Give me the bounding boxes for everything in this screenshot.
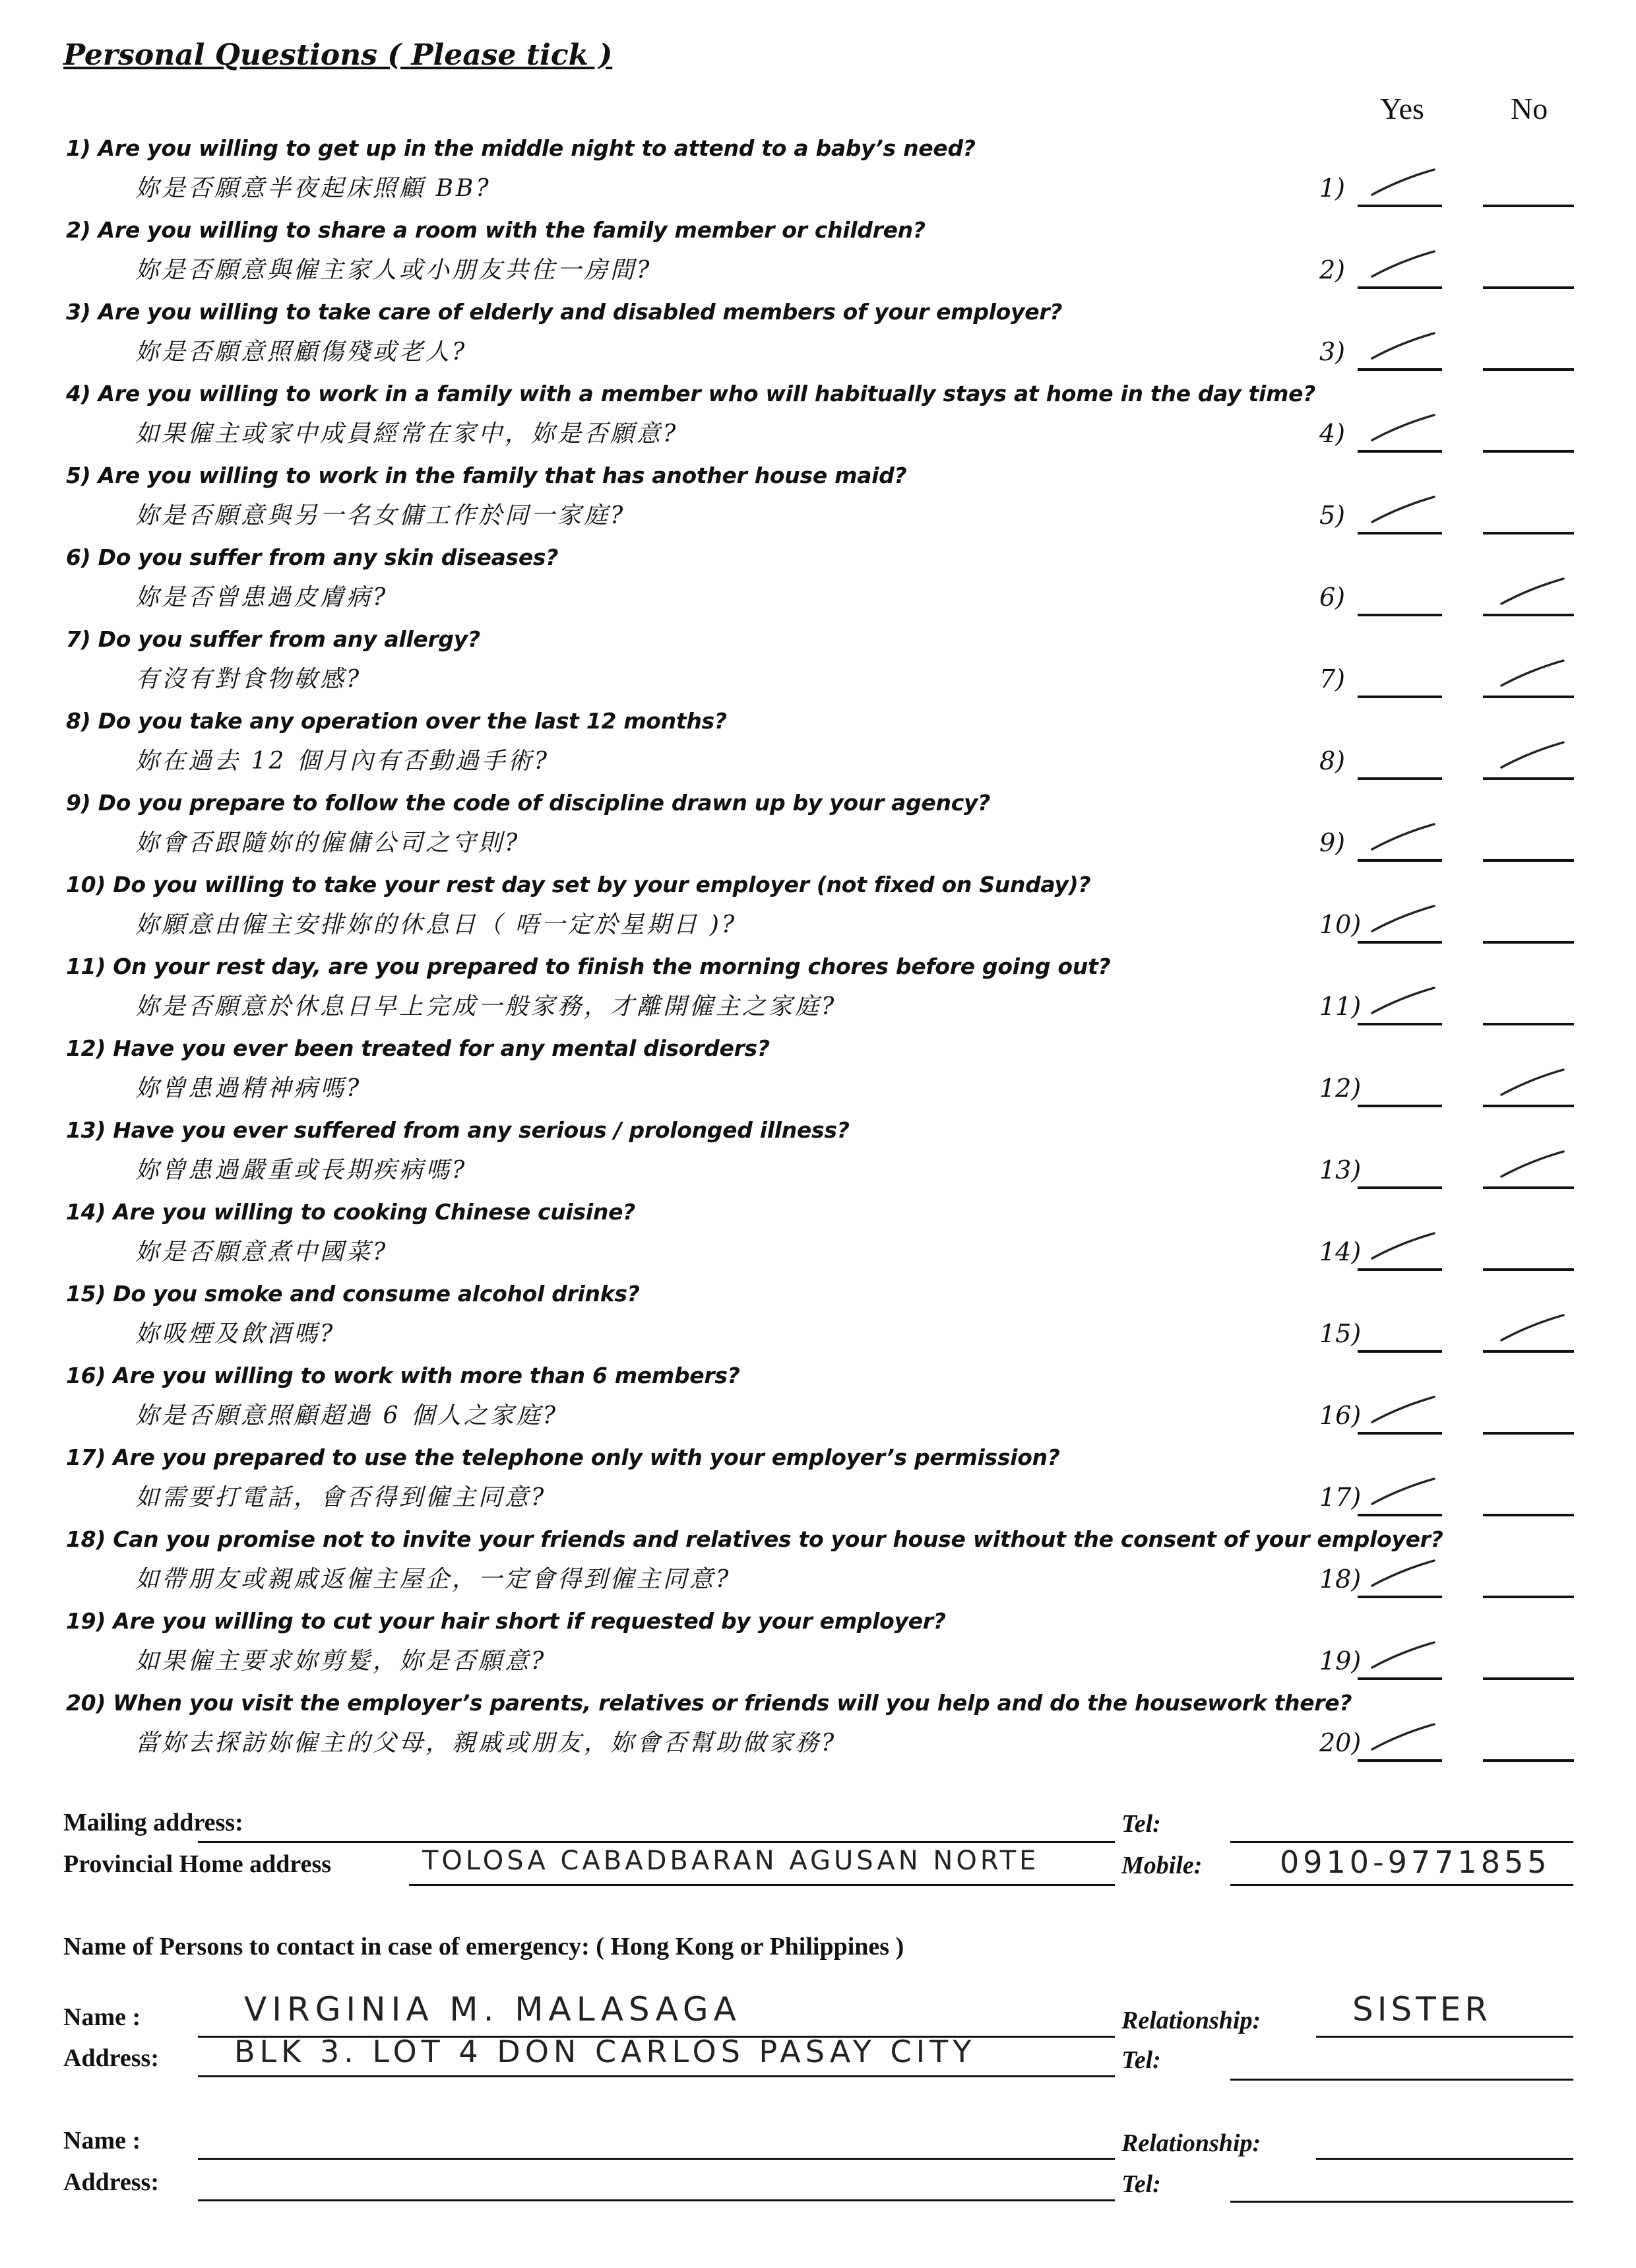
tel-line (1230, 1841, 1573, 1843)
question-row (0, 1526, 1636, 1609)
question-english: 13) Have you ever suffered from any serious / prolonged illness? (66, 1117, 850, 1143)
contact1-address-line (198, 2075, 1115, 2077)
question-number: 12) (1319, 1074, 1362, 1103)
question-row (0, 1199, 1636, 1281)
question-number: 17) (1319, 1483, 1362, 1512)
no-answer-line[interactable] (1483, 205, 1574, 207)
question-english: 19) Are you willing to cut your hair short if requested by your employer? (66, 1608, 946, 1634)
question-english: 17) Are you prepared to use the telephone only with your employer’s permission? (66, 1444, 1060, 1470)
yes-answer-line[interactable] (1358, 1350, 1442, 1353)
question-chinese: 妳會否跟隨妳的僱傭公司之守則? (135, 829, 520, 857)
provincial-address-line (409, 1884, 1115, 1886)
contact2-address-line (198, 2199, 1115, 2201)
contact2-tel-label: Tel: (1121, 2170, 1161, 2198)
tel-label: Tel: (1121, 1810, 1161, 1838)
question-chinese: 有沒有對食物敏感? (135, 666, 362, 693)
question-row (0, 463, 1636, 545)
no-answer-line[interactable] (1483, 859, 1574, 862)
no-answer-line[interactable] (1483, 696, 1574, 698)
no-answer-line[interactable] (1483, 286, 1574, 289)
yes-tick-mark (1367, 163, 1439, 203)
question-chinese: 妳在過去 12 個月內有否動過手術? (135, 748, 550, 775)
question-chinese: 妳是否願意與僱主家人或小朋友共住一房間? (135, 257, 652, 284)
yes-answer-line[interactable] (1358, 614, 1442, 616)
yes-tick-mark (1367, 245, 1439, 284)
question-english: 10) Do you willing to take your rest day set by your employer (not fixed on Sunday)? (66, 872, 1091, 897)
provincial-address-value[interactable]: TOLOSA CABADBARAN AGUSAN NORTE (422, 1846, 1040, 1876)
yes-answer-line[interactable] (1358, 1596, 1442, 1598)
yes-tick-mark (1367, 1636, 1439, 1675)
question-number: 6) (1319, 583, 1346, 612)
contact1-relationship-label: Relationship: (1121, 2007, 1261, 2034)
no-answer-line[interactable] (1483, 368, 1574, 371)
question-number: 15) (1319, 1319, 1362, 1348)
yes-answer-line[interactable] (1358, 368, 1442, 371)
contact2-relationship-line (1316, 2158, 1573, 2160)
question-number: 9) (1319, 828, 1346, 857)
no-answer-line[interactable] (1483, 1432, 1574, 1435)
no-answer-line[interactable] (1483, 1105, 1574, 1107)
no-answer-line[interactable] (1483, 941, 1574, 944)
yes-tick-mark (1367, 818, 1439, 857)
question-chinese: 妳曾患過嚴重或長期疾病嗎? (135, 1157, 468, 1184)
yes-answer-line[interactable] (1358, 1677, 1442, 1680)
yes-tick-mark (1367, 1554, 1439, 1594)
question-row (0, 626, 1636, 709)
no-answer-line[interactable] (1483, 450, 1574, 453)
yes-answer-line[interactable] (1358, 1759, 1442, 1762)
yes-tick-mark (1367, 490, 1439, 530)
question-number: 3) (1319, 337, 1346, 366)
no-answer-line[interactable] (1483, 614, 1574, 616)
no-answer-line[interactable] (1483, 1350, 1574, 1353)
question-number: 7) (1319, 664, 1346, 694)
question-chinese: 如果僱主或家中成員經常在家中，妳是否願意? (135, 420, 679, 447)
question-row (0, 1035, 1636, 1118)
question-chinese: 妳是否願意照顧超過 6 個人之家庭? (135, 1402, 559, 1429)
no-answer-line[interactable] (1483, 532, 1574, 535)
yes-answer-line[interactable] (1358, 777, 1442, 780)
yes-answer-line[interactable] (1358, 1023, 1442, 1025)
yes-column-header: Yes (1380, 92, 1424, 125)
question-number: 8) (1319, 746, 1346, 775)
no-answer-line[interactable] (1483, 1186, 1574, 1189)
question-chinese: 妳是否曾患過皮膚病? (135, 584, 389, 611)
contact1-address-value[interactable]: BLK 3. LOT 4 DON CARLOS PASAY CITY (234, 2034, 976, 2069)
question-chinese: 妳是否願意與另一名女傭工作於同一家庭? (135, 502, 626, 529)
question-number: 16) (1319, 1401, 1362, 1430)
question-row (0, 954, 1636, 1036)
question-chinese: 如帶朋友或親戚返僱主屋企，一定會得到僱主同意? (135, 1566, 732, 1593)
question-chinese: 妳是否願意半夜起床照顧 BB? (135, 175, 491, 202)
no-answer-line[interactable] (1483, 1023, 1574, 1025)
yes-answer-line[interactable] (1358, 1432, 1442, 1435)
question-english: 18) Can you promise not to invite your friends and relatives to your house without the consent of your employer? (66, 1526, 1443, 1552)
question-chinese: 妳是否願意於休息日早上完成一般家務，才離開僱主之家庭? (135, 993, 837, 1020)
contact1-name-label: Name : (63, 2003, 141, 2031)
question-row (0, 1281, 1636, 1363)
yes-answer-line[interactable] (1358, 1514, 1442, 1516)
question-row (0, 544, 1636, 627)
form-title: Personal Questions ( Please tick ) (63, 38, 613, 72)
question-english: 15) Do you smoke and consume alcohol drinks? (66, 1281, 640, 1307)
no-tick-mark (1496, 736, 1569, 775)
yes-tick-mark (1367, 899, 1439, 939)
no-tick-mark (1496, 1309, 1569, 1348)
no-tick-mark (1496, 654, 1569, 694)
mailing-address-label: Mailing address: (63, 1809, 243, 1836)
question-chinese: 妳是否願意煮中國菜? (135, 1239, 389, 1266)
no-answer-line[interactable] (1483, 1596, 1574, 1598)
question-number: 18) (1319, 1565, 1362, 1594)
question-chinese: 妳曾患過精神病嗎? (135, 1075, 362, 1102)
question-chinese: 妳願意由僱主安排妳的休息日（ 唔一定於星期日 )? (135, 911, 738, 938)
question-english: 9) Do you prepare to follow the code of discipline drawn up by your agency? (66, 790, 991, 816)
question-number: 13) (1319, 1155, 1362, 1184)
question-row (0, 872, 1636, 954)
question-number: 10) (1319, 910, 1362, 939)
question-row (0, 1444, 1636, 1527)
question-row (0, 1608, 1636, 1691)
mailing-address-line (198, 1841, 1115, 1843)
question-row (0, 381, 1636, 463)
contact2-name-line (198, 2158, 1115, 2160)
yes-tick-mark (1367, 981, 1439, 1021)
contact1-relationship-value[interactable]: SISTER (1352, 1990, 1492, 2028)
question-row (0, 1363, 1636, 1445)
yes-tick-mark (1367, 1718, 1439, 1757)
question-english: 2) Are you willing to share a room with the family member or children? (66, 217, 926, 243)
yes-tick-mark (1367, 1390, 1439, 1430)
question-number: 14) (1319, 1237, 1362, 1266)
question-chinese: 如果僱主要求妳剪髮，妳是否願意? (135, 1648, 547, 1675)
question-english: 3) Are you willing to take care of elderly and disabled members of your employer? (66, 299, 1063, 325)
mobile-label: Mobile: (1121, 1852, 1203, 1879)
yes-tick-mark (1367, 327, 1439, 366)
contact1-address-label: Address: (63, 2044, 159, 2072)
question-english: 4) Are you willing to work in a family with a member who will habitually stays at home in the day time? (66, 381, 1316, 406)
question-row (0, 217, 1636, 300)
question-row (0, 299, 1636, 381)
yes-answer-line[interactable] (1358, 859, 1442, 862)
contact1-tel-line (1230, 2079, 1573, 2081)
question-row (0, 1117, 1636, 1200)
provincial-address-label: Provincial Home address (63, 1850, 332, 1878)
question-number: 1) (1319, 174, 1346, 203)
yes-answer-line[interactable] (1358, 205, 1442, 207)
question-number: 19) (1319, 1646, 1362, 1675)
contact1-name-value[interactable]: VIRGINIA M. MALASAGA (244, 1990, 741, 2028)
contact2-tel-line (1230, 2201, 1573, 2203)
no-tick-mark (1496, 1145, 1569, 1184)
contact1-tel-label: Tel: (1121, 2046, 1161, 2074)
no-tick-mark (1496, 1063, 1569, 1103)
yes-answer-line[interactable] (1358, 286, 1442, 289)
question-english: 5) Are you willing to work in the family that has another house maid? (66, 463, 907, 488)
question-english: 8) Do you take any operation over the last 12 months? (66, 708, 727, 734)
question-english: 6) Do you suffer from any skin diseases? (66, 544, 559, 570)
question-number: 20) (1319, 1728, 1362, 1757)
question-number: 5) (1319, 501, 1346, 530)
yes-tick-mark (1367, 1227, 1439, 1266)
contact2-name-label: Name : (63, 2127, 141, 2155)
emergency-heading: Name of Persons to contact in case of emergency: ( Hong Kong or Philippines ) (63, 1933, 904, 1960)
yes-answer-line[interactable] (1358, 450, 1442, 453)
contact2-address-label: Address: (63, 2168, 159, 2196)
no-answer-line[interactable] (1483, 1677, 1574, 1680)
yes-answer-line[interactable] (1358, 941, 1442, 944)
question-chinese: 當妳去探訪妳僱主的父母，親戚或朋友，妳會否幫助做家務? (135, 1730, 837, 1757)
yes-answer-line[interactable] (1358, 1105, 1442, 1107)
mobile-value[interactable]: 0910-9771855 (1280, 1844, 1551, 1880)
question-chinese: 妳是否願意照顧傷殘或老人? (135, 339, 468, 366)
no-column-header: No (1511, 92, 1548, 125)
no-answer-line[interactable] (1483, 1514, 1574, 1516)
question-row (0, 1690, 1636, 1772)
question-row (0, 135, 1636, 218)
question-row (0, 790, 1636, 872)
question-english: 12) Have you ever been treated for any mental disorders? (66, 1035, 770, 1061)
yes-answer-line[interactable] (1358, 1268, 1442, 1271)
question-english: 11) On your rest day, are you prepared to finish the morning chores before going out? (66, 954, 1111, 979)
mobile-line (1230, 1884, 1573, 1886)
no-answer-line[interactable] (1483, 1759, 1574, 1762)
question-english: 1) Are you willing to get up in the middle night to attend to a baby’s need? (66, 135, 976, 161)
question-number: 2) (1319, 255, 1346, 284)
question-chinese: 妳吸煙及飲酒嗎? (135, 1320, 336, 1347)
question-row (0, 708, 1636, 791)
question-chinese: 如需要打電話，會否得到僱主同意? (135, 1484, 547, 1511)
question-english: 14) Are you willing to cooking Chinese cuisine? (66, 1199, 636, 1225)
yes-answer-line[interactable] (1358, 1186, 1442, 1189)
question-english: 20) When you visit the employer’s parents, relatives or friends will you help and do the housework there? (66, 1690, 1352, 1716)
no-answer-line[interactable] (1483, 1268, 1574, 1271)
yes-tick-mark (1367, 408, 1439, 448)
question-number: 4) (1319, 419, 1346, 448)
question-english: 7) Do you suffer from any allergy? (66, 626, 480, 652)
contact2-relationship-label: Relationship: (1121, 2129, 1261, 2157)
no-answer-line[interactable] (1483, 777, 1574, 780)
question-number: 11) (1319, 992, 1362, 1021)
yes-tick-mark (1367, 1472, 1439, 1512)
yes-answer-line[interactable] (1358, 696, 1442, 698)
contact1-relationship-line (1316, 2036, 1573, 2038)
question-english: 16) Are you willing to work with more than 6 members? (66, 1363, 740, 1388)
yes-answer-line[interactable] (1358, 532, 1442, 535)
no-tick-mark (1496, 572, 1569, 612)
